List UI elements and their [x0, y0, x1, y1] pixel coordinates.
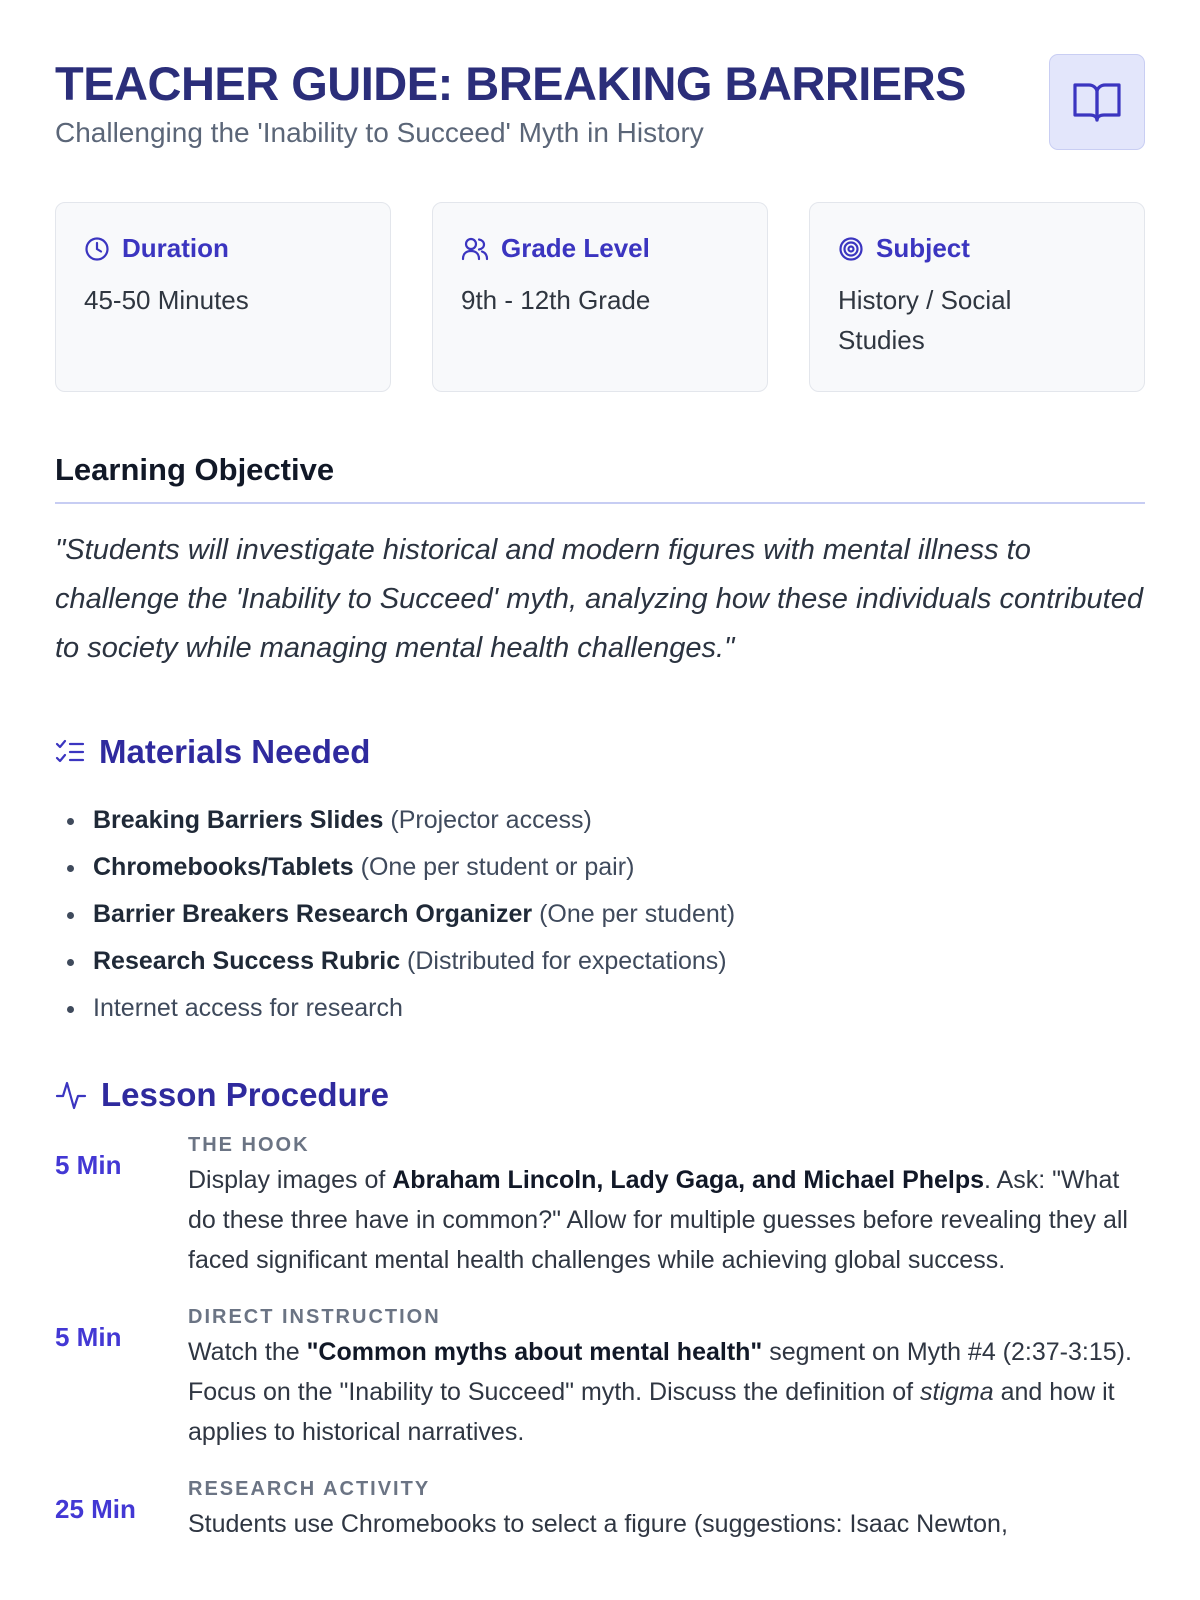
procedure-step: [55, 1474, 1145, 1544]
checklist-icon: [55, 739, 85, 765]
list-item: Research Success Rubric (Distributed for expectations): [93, 938, 1145, 985]
open-book-icon: [1072, 80, 1122, 124]
step-kicker: DIRECT INSTRUCTION: [188, 1306, 441, 1328]
step-time: 5 Min: [55, 1322, 122, 1352]
subject-label: Subject: [876, 233, 970, 263]
page-title: TEACHER GUIDE: BREAKING BARRIERS: [55, 57, 966, 110]
materials-list: [55, 797, 1145, 1032]
duration-label: Duration: [122, 233, 229, 263]
procedure-step: [55, 1302, 1145, 1452]
learning-objective-heading: Learning Objective: [55, 452, 1145, 504]
step-time: 5 Min: [55, 1150, 122, 1180]
clock-icon: [84, 236, 110, 262]
list-item: Breaking Barriers Slides (Projector access): [93, 797, 1145, 844]
step-kicker: THE HOOK: [188, 1134, 310, 1156]
target-icon: [838, 236, 864, 262]
procedure-steps: [55, 1130, 1145, 1544]
duration-card: [55, 202, 391, 392]
list-item: Chromebooks/Tablets (One per student or pair): [93, 844, 1145, 891]
info-cards: [55, 202, 1145, 392]
materials-heading: [55, 733, 1145, 771]
page-header: [55, 0, 1145, 150]
grade-level-label: Grade Level: [501, 233, 650, 263]
materials-heading-text: Materials Needed: [99, 733, 371, 770]
step-text: Watch the "Common myths about mental health" segment on Myth #4 (2:37-3:15). Focus on the "Inability to Succeed" myth. Discuss the definition of stigma and how it applies to historical narratives.: [188, 1338, 1132, 1446]
step-text: Display images of Abraham Lincoln, Lady Gaga, and Michael Phelps. Ask: "What do these three have in common?" Allow for multiple guesses before revealing they all faced significant mental health challenges while achieving global success.: [188, 1166, 1128, 1274]
procedure-heading: [55, 1076, 1145, 1114]
subject-card: [809, 202, 1145, 392]
procedure-heading-text: Lesson Procedure: [101, 1076, 389, 1113]
users-icon: [461, 236, 489, 262]
book-button[interactable]: [1049, 54, 1145, 150]
duration-value: 45-50 Minutes: [84, 285, 249, 315]
step-kicker: RESEARCH ACTIVITY: [188, 1478, 431, 1500]
list-item: Barrier Breakers Research Organizer (One per student): [93, 891, 1145, 938]
learning-objective-text: "Students will investigate historical and modern figures with mental illness to challenge the 'Inability to Succeed' myth, analyzing how these individuals contributed to society while managing mental health challenges.": [55, 534, 1143, 664]
step-time: 25 Min: [55, 1494, 136, 1524]
activity-icon: [55, 1079, 87, 1111]
step-text: Students use Chromebooks to select a figure (suggestions: Isaac Newton,: [188, 1510, 1008, 1538]
grade-level-value: 9th - 12th Grade: [461, 285, 651, 315]
page-subtitle: Challenging the 'Inability to Succeed' Myth in History: [55, 117, 704, 148]
list-item: Internet access for research: [93, 985, 1145, 1032]
grade-level-card: [432, 202, 768, 392]
subject-value: History / Social Studies: [838, 285, 1012, 355]
procedure-step: [55, 1130, 1145, 1280]
